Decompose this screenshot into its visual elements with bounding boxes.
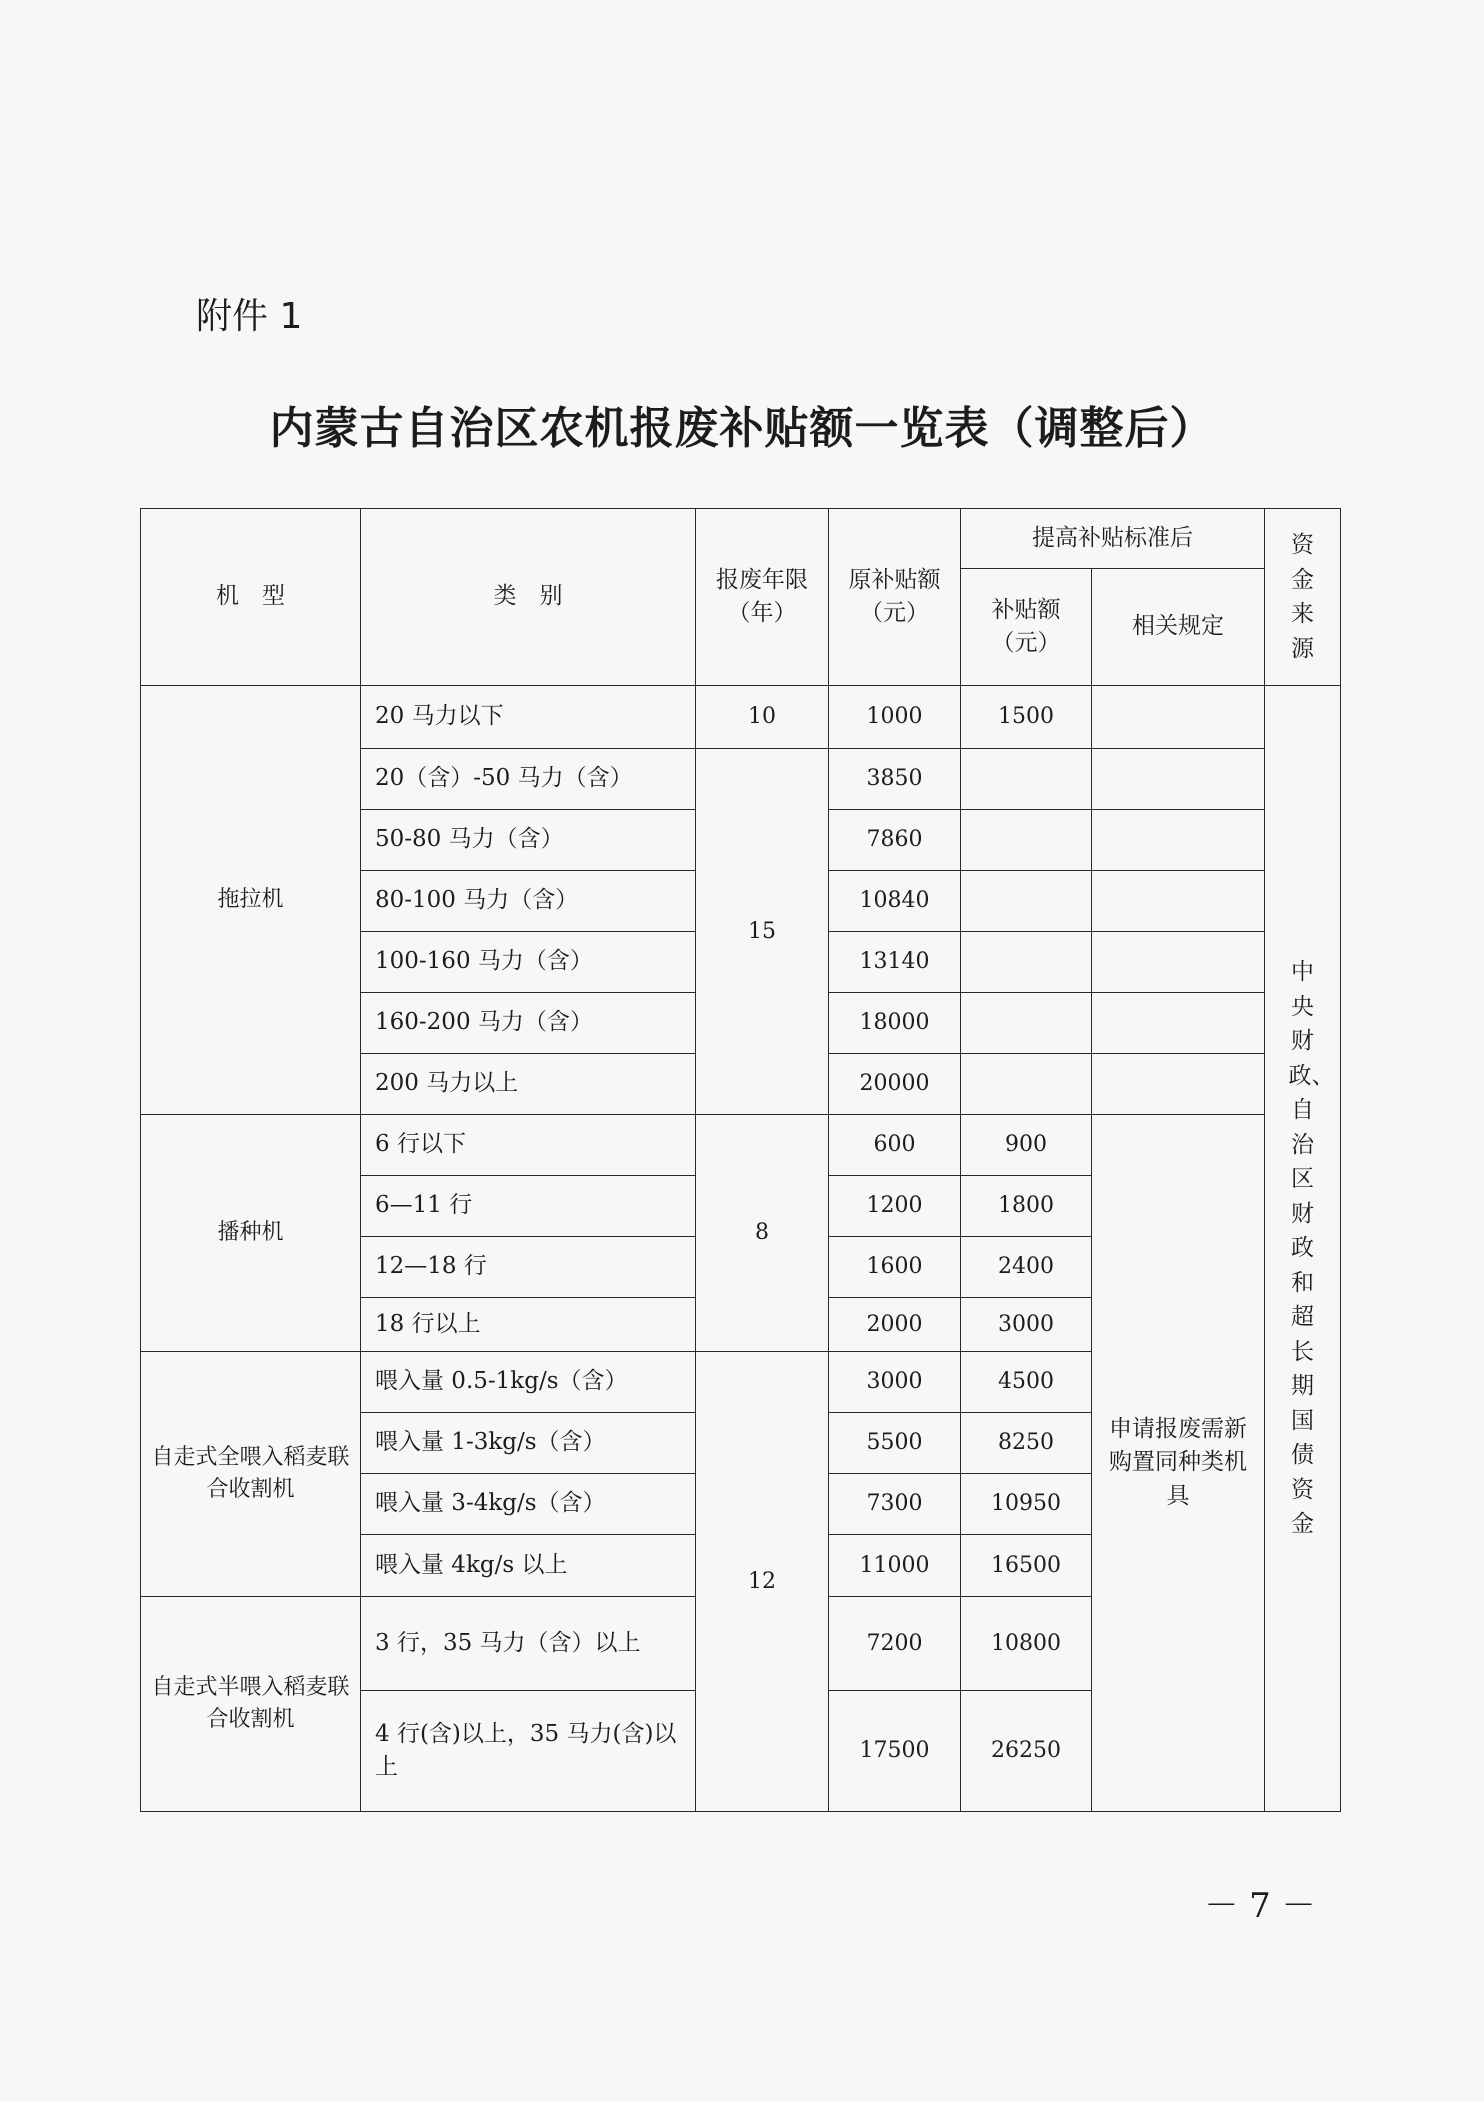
original-subsidy-cell: 13140	[829, 932, 961, 993]
category-cell: 160-200 马力（含）	[361, 993, 696, 1054]
original-subsidy-cell: 2000	[829, 1298, 961, 1352]
category-cell: 3 行，35 马力（含）以上	[361, 1597, 696, 1691]
years-cell: 12	[696, 1352, 829, 1812]
group-seeder: 播种机	[141, 1115, 361, 1352]
rules-cell	[1092, 932, 1265, 993]
original-subsidy-cell: 11000	[829, 1535, 961, 1597]
category-cell: 18 行以上	[361, 1298, 696, 1352]
original-subsidy-cell: 10840	[829, 871, 961, 932]
original-subsidy-cell: 20000	[829, 1054, 961, 1115]
new-subsidy-cell	[961, 749, 1092, 810]
new-subsidy-cell: 1500	[961, 686, 1092, 749]
header-row-1	[141, 509, 1341, 569]
header-original-subsidy: 原补贴额（元）	[829, 509, 961, 686]
years-cell: 15	[696, 749, 829, 1115]
original-subsidy-cell: 3000	[829, 1352, 961, 1413]
header-rules: 相关规定	[1092, 569, 1265, 686]
fund-source-cell	[1265, 686, 1341, 1812]
page-title: 内蒙古自治区农机报废补贴额一览表（调整后）	[269, 403, 1215, 454]
category-cell: 100-160 马力（含）	[361, 932, 696, 993]
category-cell: 6 行以下	[361, 1115, 696, 1176]
rules-cell	[1092, 810, 1265, 871]
subsidy-table	[140, 508, 1341, 1812]
new-subsidy-cell	[961, 810, 1092, 871]
category-cell: 20（含）-50 马力（含）	[361, 749, 696, 810]
rules-cell	[1092, 749, 1265, 810]
rules-cell	[1092, 686, 1265, 749]
category-cell: 20 马力以下	[361, 686, 696, 749]
rules-cell	[1092, 871, 1265, 932]
new-subsidy-cell: 8250	[961, 1413, 1092, 1474]
category-cell: 12—18 行	[361, 1237, 696, 1298]
table-row	[141, 686, 1341, 749]
years-cell: 8	[696, 1115, 829, 1352]
page-number: － 7 －	[1204, 1886, 1316, 1926]
header-years: 报废年限（年）	[696, 509, 829, 686]
header-machine-type: 机 型	[141, 509, 361, 686]
new-subsidy-cell: 26250	[961, 1691, 1092, 1812]
original-subsidy-cell: 1200	[829, 1176, 961, 1237]
fund-source-text: 中央财政、自治区财政和超长期国债资金	[1288, 959, 1335, 1538]
rules-cell	[1092, 993, 1265, 1054]
header-category: 类 别	[361, 509, 696, 686]
new-subsidy-cell: 1800	[961, 1176, 1092, 1237]
group-tractor: 拖拉机	[141, 686, 361, 1115]
category-cell: 50-80 马力（含）	[361, 810, 696, 871]
years-cell: 10	[696, 686, 829, 749]
original-subsidy-cell: 600	[829, 1115, 961, 1176]
original-subsidy-cell: 7300	[829, 1474, 961, 1535]
new-subsidy-cell: 3000	[961, 1298, 1092, 1352]
original-subsidy-cell: 7860	[829, 810, 961, 871]
category-cell: 喂入量 1-3kg/s（含）	[361, 1413, 696, 1474]
category-cell: 4 行(含)以上，35 马力(含)以上	[361, 1691, 696, 1812]
category-cell: 6—11 行	[361, 1176, 696, 1237]
category-cell: 80-100 马力（含）	[361, 871, 696, 932]
attachment-label: 附件 1	[196, 296, 303, 337]
original-subsidy-cell: 3850	[829, 749, 961, 810]
original-subsidy-cell: 1000	[829, 686, 961, 749]
header-new-subsidy: 补贴额（元）	[961, 569, 1092, 686]
rules-merged-cell: 申请报废需新购置同种类机具	[1092, 1115, 1265, 1812]
category-cell: 喂入量 0.5-1kg/s（含）	[361, 1352, 696, 1413]
new-subsidy-cell: 2400	[961, 1237, 1092, 1298]
group-full-feed-harvester: 自走式全喂入稻麦联合收割机	[141, 1352, 361, 1597]
new-subsidy-cell	[961, 993, 1092, 1054]
header-fund-source	[1265, 509, 1341, 686]
new-subsidy-cell: 4500	[961, 1352, 1092, 1413]
new-subsidy-cell	[961, 932, 1092, 993]
table-row	[141, 1115, 1341, 1176]
category-cell: 喂入量 4kg/s 以上	[361, 1535, 696, 1597]
new-subsidy-cell	[961, 871, 1092, 932]
original-subsidy-cell: 1600	[829, 1237, 961, 1298]
new-subsidy-cell: 10800	[961, 1597, 1092, 1691]
original-subsidy-cell: 5500	[829, 1413, 961, 1474]
category-cell: 喂入量 3-4kg/s（含）	[361, 1474, 696, 1535]
rules-cell	[1092, 1054, 1265, 1115]
new-subsidy-cell: 10950	[961, 1474, 1092, 1535]
original-subsidy-cell: 17500	[829, 1691, 961, 1812]
original-subsidy-cell: 7200	[829, 1597, 961, 1691]
new-subsidy-cell	[961, 1054, 1092, 1115]
category-cell: 200 马力以上	[361, 1054, 696, 1115]
original-subsidy-cell: 18000	[829, 993, 961, 1054]
group-half-feed-harvester: 自走式半喂入稻麦联合收割机	[141, 1597, 361, 1812]
header-fund-source-text: 资金来源	[1291, 532, 1314, 662]
header-after-group: 提高补贴标准后	[961, 509, 1265, 569]
new-subsidy-cell: 900	[961, 1115, 1092, 1176]
new-subsidy-cell: 16500	[961, 1535, 1092, 1597]
